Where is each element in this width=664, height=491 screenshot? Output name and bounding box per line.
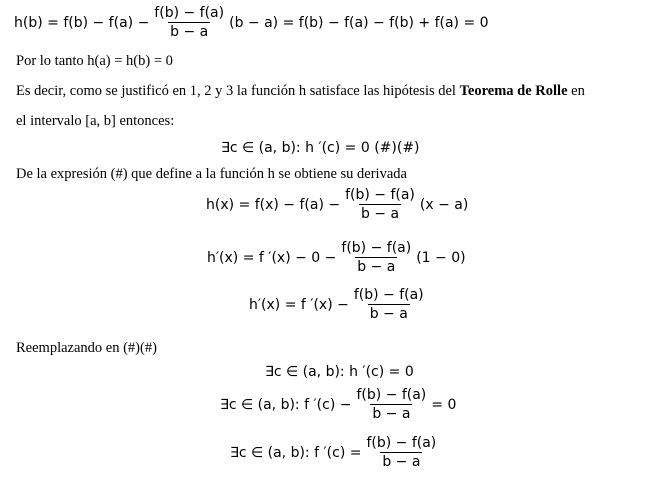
text-teorema-rolle xyxy=(16,84,585,99)
fraction-numerator: f(b) − f(a) xyxy=(353,287,424,303)
fraction xyxy=(364,436,438,469)
text-por-lo-tanto: Por lo tanto h(a) = h(b) = 0 xyxy=(16,53,173,69)
equation-exists-f-prime-minus xyxy=(220,388,456,421)
fraction-numerator: f(b) − f(a) xyxy=(345,187,415,203)
fraction-denominator: b − a xyxy=(369,306,408,322)
fraction-numerator: f(b) − f(a) xyxy=(356,387,427,403)
text-derivada-intro: De la expresión (#) que define a la función h se obtiene su derivada xyxy=(16,166,407,182)
equation-exists-c: ∃c ∈ (a, b): h ′(c) = 0 (#)(#) xyxy=(221,140,420,156)
equation-right: = 0 xyxy=(431,396,457,413)
equation-h-of-x xyxy=(206,188,468,221)
fraction-numerator: f(b) − f(a) xyxy=(154,5,225,21)
bold-theorem-name: Teorema de Rolle xyxy=(459,83,568,99)
fraction-denominator: b − a xyxy=(372,406,411,422)
equation-right: (1 − 0) xyxy=(416,249,466,266)
fraction-numerator: f(b) − f(a) xyxy=(341,240,412,256)
fraction-denominator: b − a xyxy=(382,454,421,470)
fraction-denominator: b − a xyxy=(357,259,396,275)
fraction xyxy=(343,188,417,221)
fraction xyxy=(339,241,413,274)
equation-right: (b − a) = f(b) − f(a) − f(b) + f(a) = 0 xyxy=(229,14,489,31)
equation-h-prime-step xyxy=(207,241,466,274)
fraction-denominator: b − a xyxy=(170,24,209,40)
equation-left: ∃c ∈ (a, b): f ′(c) = xyxy=(230,444,362,461)
equation-left: h(x) = f(x) − f(a) − xyxy=(206,196,341,213)
equation-right: (x − a) xyxy=(419,196,469,213)
equation-left: ∃c ∈ (a, b): f ′(c) − xyxy=(220,396,352,413)
text-segment: en xyxy=(567,83,585,99)
equation-exists-h-prime: ∃c ∈ (a, b): h ′(c) = 0 xyxy=(265,364,414,380)
equation-left: h′(x) = f ′(x) − 0 − xyxy=(207,249,337,266)
equation-left: h(b) = f(b) − f(a) − xyxy=(14,14,150,31)
fraction-numerator: f(b) − f(a) xyxy=(366,435,437,451)
text-reemplazando: Reemplazando en (#)(#) xyxy=(16,340,157,356)
equation-left: h′(x) = f ′(x) − xyxy=(249,296,349,313)
text-segment: Es decir, como se justificó en 1, 2 y 3 la función h satisface las hipótesis del xyxy=(16,83,460,99)
equation-h-of-b xyxy=(14,6,489,39)
fraction-denominator: b − a xyxy=(360,206,400,222)
fraction xyxy=(152,6,226,39)
text-intervalo: el intervalo [a, b] entonces: xyxy=(16,113,175,129)
equation-h-prime xyxy=(249,288,429,321)
fraction xyxy=(354,388,428,421)
fraction xyxy=(352,288,426,321)
equation-mean-value-result xyxy=(230,436,441,469)
